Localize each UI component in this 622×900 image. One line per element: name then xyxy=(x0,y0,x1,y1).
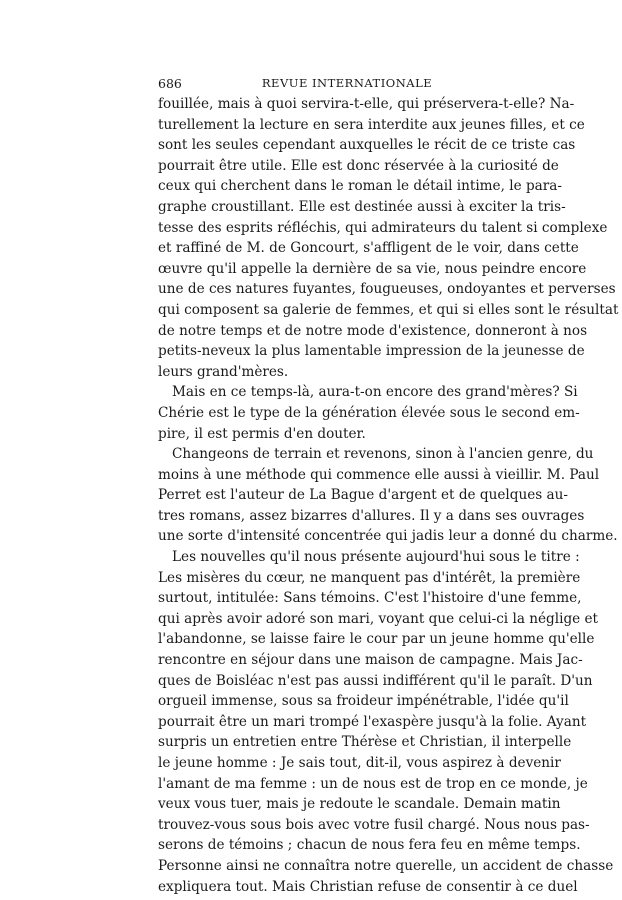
text-line: l'amant de ma femme : un de nous est de trop en ce monde, je xyxy=(158,775,588,792)
text-line: Mais en ce temps-là, aura-t-on encore des grand'mères? Si xyxy=(172,384,578,401)
text-line: Chérie est le type de la génération élevée sous le second em- xyxy=(158,404,580,421)
body-text xyxy=(158,94,619,897)
paragraph xyxy=(158,382,580,444)
text-line: Perret est l'auteur de La Bague d'argent et de quelques au- xyxy=(158,487,568,504)
text-line: trouvez-vous sous bois avec votre fusil chargé. Nous nous pas- xyxy=(158,816,590,833)
text-line: l'abandonne, se laisse faire le cour par un jeune homme qu'elle xyxy=(158,631,595,648)
paragraph xyxy=(158,94,619,382)
text-line: Les misères du cœur, ne manquent pas d'intérêt, la première xyxy=(158,569,581,586)
text-line: orgueil immense, sous sa froideur impénétrable, l'idée qu'il xyxy=(158,693,569,710)
text-line: tres romans, assez bizarres d'allures. Il y a dans ses ouvrages xyxy=(158,507,585,524)
text-line: surtout, intitulée: Sans témoins. C'est l'histoire d'une femme, xyxy=(158,590,582,607)
text-line: pourrait être utile. Elle est donc réservée à la curiosité de xyxy=(158,157,559,174)
text-line: graphe croustillant. Elle est destinée aussi à exciter la tris- xyxy=(158,198,566,215)
text-line: œuvre qu'il appelle la dernière de sa vie, nous peindre encore xyxy=(158,260,587,277)
text-line: pourrait être un mari trompé l'exaspère jusqu'à la folie. Ayant xyxy=(158,713,587,730)
text-line: ceux qui cherchent dans le roman le détail intime, le para- xyxy=(158,178,562,195)
page-header xyxy=(158,76,536,94)
text-line: ques de Boisléac n'est pas aussi indifférent qu'il le paraît. D'un xyxy=(158,672,593,689)
text-line: Changeons de terrain et revenons, sinon à l'ancien genre, du xyxy=(172,446,594,463)
text-line: fouillée, mais à quoi servira-t-elle, qui préservera-t-elle? Na- xyxy=(158,96,575,112)
text-line: et raffiné de M. de Goncourt, s'affligent de le voir, dans cette xyxy=(158,240,579,257)
text-line: Les nouvelles qu'il nous présente aujourd'hui sous le titre : xyxy=(172,549,580,566)
running-title: REVUE INTERNATIONALE xyxy=(261,76,433,90)
text-line: une sorte d'intensité concentrée qui jadis leur a donné du charme. xyxy=(158,528,618,545)
text-line: serons de témoins ; chacun de nous fera feu en même temps. xyxy=(158,837,581,854)
paragraph xyxy=(158,444,618,547)
text-line: qui composent sa galerie de femmes, et qui si elles sont le résultat xyxy=(158,301,619,318)
text-line: qui après avoir adoré son mari, voyant que celui-ci la néglige et xyxy=(158,610,599,627)
text-line: moins à une méthode qui commence elle aussi à vieillir. M. Paul xyxy=(158,466,600,483)
page-number: 686 xyxy=(158,76,182,91)
text-line: sont les seules cependant auxquelles le récit de ce triste cas xyxy=(158,137,576,154)
text-line: veux vous tuer, mais je redoute le scandale. Demain matin xyxy=(158,796,561,813)
text-line: de notre temps et de notre mode d'existence, donneront à nos xyxy=(158,322,588,339)
text-line: leurs grand'mères. xyxy=(158,363,289,380)
text-line: tesse des esprits réfléchis, qui admirateurs du talent si complexe xyxy=(158,219,608,236)
text-line: le jeune homme : Je sais tout, dit-il, vous aspirez à devenir xyxy=(158,755,561,771)
text-line: pire, il est permis d'en douter. xyxy=(158,425,366,442)
text-line: rencontre en séjour dans une maison de campagne. Mais Jac- xyxy=(158,652,583,669)
paragraph xyxy=(158,547,614,897)
text-line: une de ces natures fuyantes, fougueuses, ondoyantes et perverses xyxy=(158,281,616,298)
text-line: Personne ainsi ne connaîtra notre querelle, un accident de chasse xyxy=(158,857,614,874)
text-line: turellement la lecture en sera interdite aux jeunes filles, et ce xyxy=(158,116,585,133)
text-line: expliquera tout. Mais Christian refuse de consentir à ce duel xyxy=(158,878,578,895)
text-line: petits-neveux la plus lamentable impression de la jeunesse de xyxy=(158,343,585,360)
text-line: surpris un entretien entre Thérèse et Christian, il interpelle xyxy=(158,734,572,751)
